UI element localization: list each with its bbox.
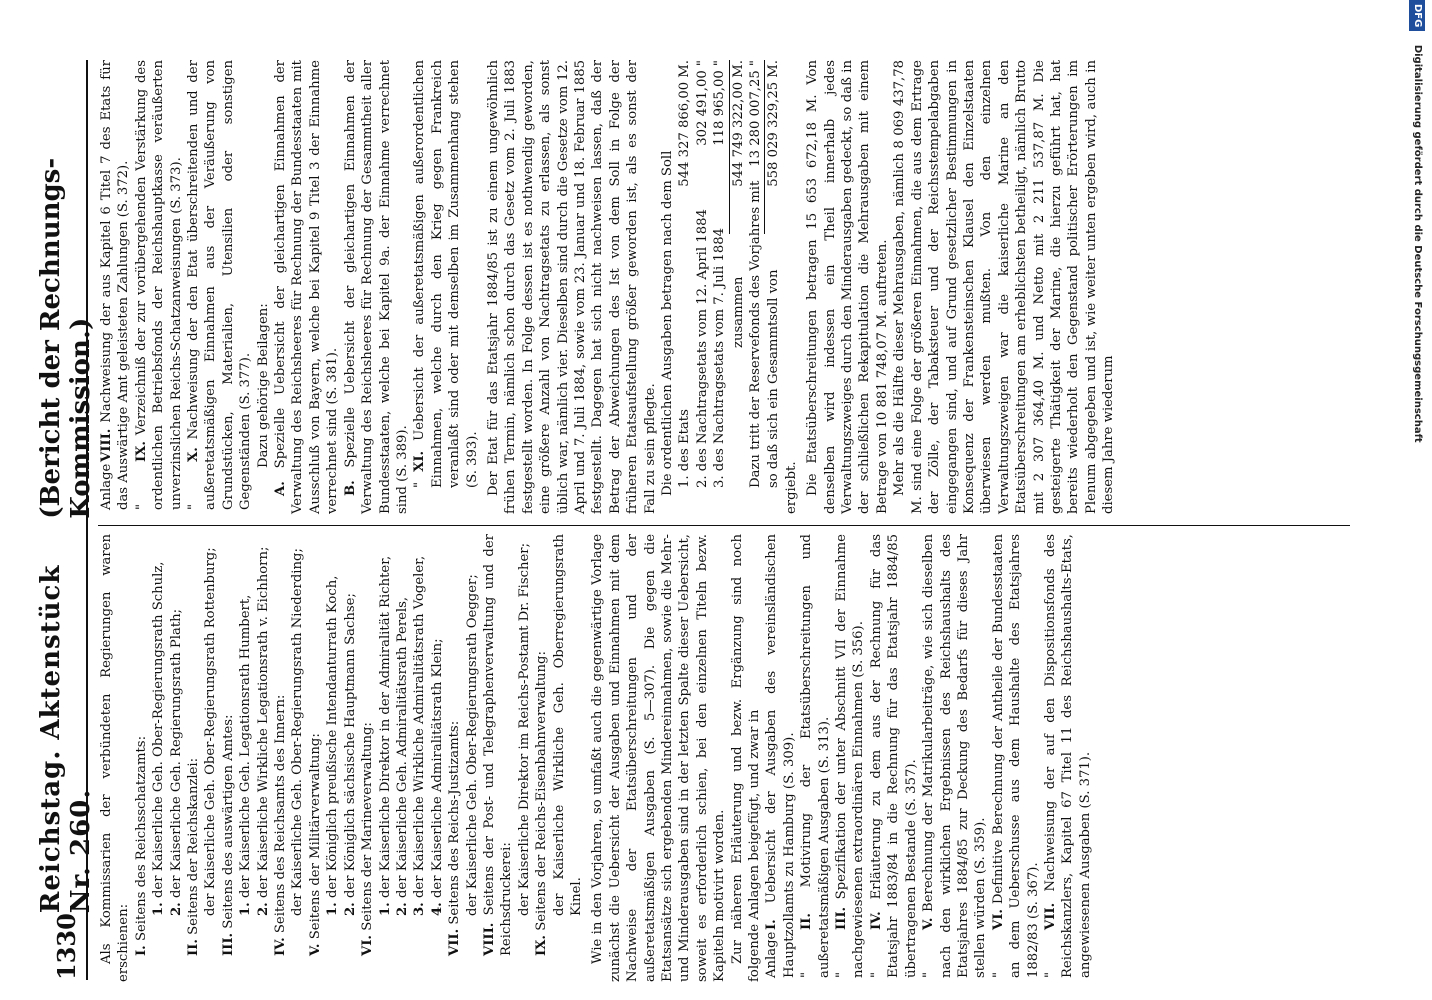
attachment-number: VII.: [1042, 902, 1058, 930]
item-text: Seitens der Reichskanzlei:: [186, 757, 202, 935]
attachment-prefix: ": [990, 971, 1006, 978]
item-number: 1.: [238, 902, 254, 916]
beilage-text: Spezielle Uebersicht der gleichartigen Einnahmen der Verwaltung des Reichsheeres für Rechnung der Gesammtheit aller Bundesstaaten, welche bei Kapitel 9a. der Einnahme verrechnet sind (S. 389).: [342, 59, 410, 514]
item-number: 2.: [394, 902, 410, 916]
item-number: III.: [220, 932, 236, 956]
attachment-number: IV.: [868, 911, 884, 930]
amount-value: 544 327 866,00 M.: [677, 60, 693, 187]
attachment-text: Verzeichniß der zur vorübergehenden Verstärkung des ordentlichen Betriebsfonds der Reichshauptkasse veräußerten unverzinslichen Reichs-Schatzanweisungen (S. 373).: [133, 60, 184, 510]
attachment-text: Definitive Berechnung der Antheile der Bundesstaaten an dem Ueberschusse aus dem Haushalte des Etatsjahres 1882/83 (S. 367).: [990, 534, 1041, 978]
page-number: 1330: [51, 913, 81, 980]
attachment-number: IX.: [133, 441, 149, 462]
attachment-number: I.: [764, 919, 780, 930]
beilage-text: Spezielle Uebersicht der gleichartigen Einnahmen der Verwaltung des Reichsheeres für Rechnung der Bundesstaaten mit Ausschluß von Bayern, welche bei Kapitel 9 Titel 3 der Einnahme verrechnet sind (S. 381).: [273, 60, 341, 514]
item-number: VI.: [360, 935, 376, 956]
amount-label: 3. des Nachtragsetats vom 7. Juli 1884: [712, 228, 728, 488]
commissioner-item: [307, 534, 324, 982]
item-text: der Kaiserliche Wirkliche Geh. Oberregierungsrath Kinel.: [551, 534, 584, 916]
item-text: Seitens der Reichs-Eisenbahnverwaltung:: [534, 651, 550, 931]
amount-value: 118 965,00 ": [712, 60, 728, 146]
attachment-list-continued: [98, 60, 255, 514]
commissioner-item: [150, 534, 167, 982]
commissioners-intro: Als Kommissarien der verbündeten Regierungen waren erschienen:: [99, 534, 132, 982]
item-text: der Kaiserliche Geh. Admiralitätsrath Perels,: [394, 596, 410, 899]
item-text: Seitens der Post- und Telegraphenverwaltung und der Reichsdruckerei:: [481, 534, 515, 956]
paragraph-overruns: Die Etatsüberschreitungen betragen 15 653 672,18 M. Von denselben wird indessen ein Theil innerhalb jedes Verwaltungszweiges durch den Minderausgaben gedeckt, so daß in der schließlichen Rekapitulation die Mehrausgaben mit einem Betrage von 10 881 748,07 M. auftreten.: [805, 60, 890, 514]
attachment-item: [1042, 534, 1094, 982]
attachment-item: [763, 534, 798, 982]
item-number: VII.: [447, 928, 463, 956]
paragraph-expenditure-intro: Die ordentlichen Ausgaben betragen nach dem Soll: [660, 150, 675, 496]
beilage-letter: A.: [273, 481, 289, 496]
reserve-row: Dazu tritt der Reservefonds des Vorjahres mit 13 280 007,25 ": [748, 60, 764, 488]
attachment-text: Nachweisung der aus Kapitel 6 Titel 7 des Etats für das Auswärtige Amt geleisteten Zahlungen (S. 372).: [99, 60, 132, 510]
item-number: I.: [133, 945, 149, 956]
item-number: 1.: [377, 902, 393, 916]
item-number: VIII.: [481, 922, 497, 956]
paragraph-attachments-intro: Zur näheren Erläuterung und bezw. Ergänzung sind noch folgende Anlagen beigefügt, und zwar in: [729, 534, 763, 982]
commissioner-item: [255, 534, 272, 982]
attachment-item: [98, 60, 133, 514]
beilagen-intro: Dazu gehörige Beilagen:: [255, 303, 271, 468]
credit-text: Digitalisierung gefördert durch die Deutsche Forschungsgemeinschaft: [1412, 44, 1423, 443]
item-number: 2.: [342, 902, 358, 916]
amount-row: [711, 60, 728, 514]
item-text: der Kaiserliche Geh. Regierungsrath Plath;: [168, 608, 184, 899]
amount-row: [694, 60, 711, 514]
attachment-item: [920, 534, 990, 982]
attachment-text: Uebersicht der Ausgaben des vereinsländischen Hauptzollamts zu Hamburg (S. 309).: [764, 534, 797, 978]
item-text: Seitens des Reichsamts des Innern:: [273, 694, 289, 934]
attachment-text: Nachweisung der den Etat überschreitenden und der außeretatsmäßigen Einnahmen aus der Veräußerung von Grundstücken, Materialien, Utensilien oder sonstigen Gegenständen (S. 377).: [186, 60, 254, 510]
commissioner-item: [359, 534, 376, 982]
attachment-item: [798, 534, 833, 982]
commissioner-item: [446, 534, 463, 982]
grand-total-row: so daß sich ein Gesammtsoll von 558 029 329,25 M.: [766, 60, 782, 488]
attachment-item: [868, 534, 920, 982]
item-number: 1.: [151, 902, 167, 916]
item-text: der Kaiserliche Admiralitätsrath Klein;: [429, 638, 445, 899]
item-number: 1.: [325, 902, 341, 916]
item-text: der Kaiserliche Direktor in der Admiralität Richter,: [377, 555, 393, 899]
column-divider: [98, 525, 1350, 526]
attachment-number: VIII.: [99, 428, 114, 462]
attachment-list: [763, 534, 1094, 982]
item-number: IX.: [534, 935, 550, 956]
item-text: der Kaiserliche Geh. Ober-Regierungsrath Niederding;: [290, 548, 306, 916]
item-text: der Königlich sächsische Hauptmann Sachse;: [342, 593, 358, 899]
item-number: 4.: [429, 902, 445, 916]
commissioner-item: [289, 534, 306, 982]
commissioner-item: [411, 534, 428, 982]
commissioner-item: [237, 534, 254, 982]
attachment-number: II.: [799, 913, 815, 930]
commissioner-item: [220, 534, 237, 982]
attachment-prefix: ": [1042, 971, 1058, 978]
document-title: Reichstag. Aktenstück Nr. 260.: [36, 564, 96, 914]
item-text: der Kaiserliche Geh. Ober-Regierungsrath Oegger;: [464, 574, 480, 916]
item-number: 2.: [255, 902, 271, 916]
paragraph-overview: Wie in den Vorjahren, so umfaßt auch die gegenwärtige Vorlage zunächst die Uebersicht der Ausgaben und Einnahmen mit dem Nachweise der Etatsüberschreitungen und der außeretatsmäßigen Ausgaben (S. 5—307). Die gegen die Etatsansätze sich ergebenden Mindereinnahmen, sowie die Mehr- und Minderausgaben sind in der letzten Spalte dieser Uebersicht, soweit es erforderlich schien, bei den einzelnen Titeln bezw. Kapiteln motivirt worden.: [590, 534, 728, 982]
amount-label: 1. des Etats: [677, 409, 693, 488]
attachment-prefix: ": [921, 971, 937, 978]
paragraph-additional-expenditure: Mehr als die Hälfte dieser Mehrausgaben, nämlich 8 069 437,78 M. sind eine Folge der größeren Einnahmen, die aus dem Ertrage der Zölle, der Tabaksteuer und der Reichsstempelabgaben eingegangen sind, und auf Grund gesetzlicher Bestimmungen in Konsequenz der Frankensteinschen Klausel den Einzelstaaten überwiesen werden mußten. Von den einzelnen Verwaltungszweigen war die kaiserliche Marine an den Etatsüberschreitungen am erheblichsten betheiligt, nämlich Brutto mit 2 307 364,40 M. und Netto mit 2 211 537,87 M. Die gesteigerte Thätigkeit der Marine, die hierzu geführt hat, hat bereits wiederholt den Gegenstand politischer Erörterungen im Plenum abgegeben und ist, wie weiter unten ergeben wird, auch in diesem Jahre wiederum: [892, 60, 1117, 514]
paragraph-budget-history: Der Etat für das Etatsjahr 1884/85 ist zu einem ungewöhnlich frühen Termin, nämlich schon durch das Gesetz vom 2. Juli 1883 festgestellt worden. In Folge dessen ist es nothwendig geworden, eine größere Anzahl von Nachtragsetats zu erlassen, als sonst üblich war, nämlich vier. Dieselben sind durch die Gesetze vom 12. April und 7. Juli 1884, sowie vom 23. Januar und 18. Februar 1885 festgestellt. Dagegen hat sich nicht nachweisen lassen, daß der Betrag der Abweichungen des Ist von dem Soll in Folge der früheren Etatsaufstellung größer geworden ist, als es sonst der Fall zu sein pflegte.: [485, 60, 658, 514]
item-number: 2.: [168, 902, 184, 916]
commissioner-item: [516, 534, 533, 982]
attachment-number: III.: [834, 906, 850, 930]
dfg-logo-icon: DFG: [1409, 0, 1425, 31]
attachment-prefix: ": [186, 503, 202, 510]
item-number: IV.: [273, 937, 289, 956]
attachment-item: [185, 60, 255, 514]
attachment-item: [833, 534, 868, 982]
section-title: (Bericht der Rechnungs-Kommission.): [36, 157, 96, 519]
commissioner-list: [133, 534, 586, 982]
attachment-item: [990, 534, 1042, 982]
item-text: Seitens der Militärverwaltung:: [307, 733, 323, 940]
item-text: Seitens des Reichsschatzamts:: [133, 735, 149, 942]
commissioner-item: [551, 534, 586, 982]
right-column: [98, 60, 1352, 514]
left-column: [98, 534, 1352, 982]
attachment-number: V.: [921, 917, 937, 930]
commissioner-item: [481, 534, 516, 982]
item-number: V.: [307, 943, 323, 956]
amount-label: 2. des Nachtragsetats vom 12. April 1884: [694, 209, 710, 488]
commissioner-item: [272, 534, 289, 982]
page-header: [36, 60, 96, 980]
commissioner-item: [464, 534, 481, 982]
commissioner-item: [202, 534, 219, 982]
item-text: der Königlich preußische Intendanturrath Koch,: [325, 575, 341, 899]
commissioner-item: [394, 534, 411, 982]
attachment-prefix: ": [799, 971, 815, 978]
item-text: der Kaiserliche Wirkliche Admiralitätsrath Vogeler,: [412, 555, 428, 899]
attachment-number: X.: [186, 447, 202, 462]
rotated-document-page: [36, 50, 1360, 990]
item-text: Seitens des auswärtigen Amtes:: [220, 714, 236, 929]
grand-total-suffix: ergiebt.: [783, 461, 799, 514]
attachment-text: Motivirung der Etatsüberschreitungen und außeretatsmäßigen Ausgaben (S. 313).: [799, 533, 832, 978]
attachment-prefix: Anlage: [764, 931, 780, 978]
amount-row: [676, 60, 693, 514]
item-number: II.: [186, 939, 202, 956]
attachment-prefix: ": [868, 971, 884, 978]
commissioner-item: [377, 534, 394, 982]
commissioner-item: [168, 534, 185, 982]
commissioner-item: [185, 534, 202, 982]
item-text: der Kaiserliche Geh. Ober-Regierungsrath Rottenburg;: [203, 547, 219, 916]
item-text: Seitens des Reichs-Justizamts:: [447, 720, 463, 925]
attachment-number: VI.: [990, 909, 1006, 930]
attachment-prefix: ": [834, 971, 850, 978]
item-text: der Kaiserliche Direktor im Reichs-Postamt Dr. Fischer;: [516, 542, 532, 916]
beilage-item: [272, 60, 342, 514]
amount-list: [676, 60, 728, 514]
commissioner-item: [429, 534, 446, 982]
commissioner-item: [133, 534, 150, 982]
digitization-credit: [1406, 0, 1428, 1000]
attachment-prefix: ": [133, 503, 149, 510]
item-text: der Kaiserliche Wirkliche Legationsrath v. Eichhorn;: [255, 546, 271, 899]
item-text: der Kaiserliche Geh. Legationsrath Humbert,: [238, 594, 254, 899]
attachment-text: Spezifikation der unter Abschnitt VII der Einnahme nachgewiesenen extraordinären Einnahmen (S. 356).: [834, 534, 867, 978]
item-number: 3.: [412, 902, 428, 916]
attachment-xi: " XI. Uebersicht der außeretatsmäßigen außerordentlichen Einnahmen, welche durch den Krieg gegen Frankreich veranlaßt sind oder mit demselben im Zusammenhang stehen (S. 393).: [412, 60, 480, 488]
item-text: Seitens der Marineverwaltung:: [360, 722, 376, 931]
beilage-letter: B.: [342, 480, 358, 496]
commissioner-item: [324, 534, 341, 982]
item-text: der Kaiserliche Geh. Ober-Regierungsrath Schulz,: [151, 561, 167, 899]
attachment-item: [133, 60, 185, 514]
beilagen-list: [272, 60, 411, 514]
beilage-item: [342, 60, 412, 514]
attachment-prefix: Anlage: [99, 463, 114, 510]
amount-value: 302 491,00 ": [694, 60, 710, 146]
attachment-text: Nachweisung der auf den Dispositionsfonds des Reichskanzlers, Kapitel 67 Titel 11 des Reichshaushalts-Etats, angewiesenen Ausgaben (S. 371).: [1042, 534, 1093, 978]
commissioner-item: [533, 534, 550, 982]
amount-total-row: zusammen 544 749 322,00 M.: [730, 60, 746, 348]
commissioner-item: [342, 534, 359, 982]
attachment-text: Erläuterung zu dem aus der Rechnung für das Etatsjahr 1883/84 in die Rechnung für das Etatsjahr 1884/85 übertragenen Bestande (S. 357).: [868, 534, 919, 978]
attachment-text: Berechnung der Matrikularbeiträge, wie sich dieselben nach den wirklichen Ergebnissen des Reichshaushalts des Etatsjahres 1884/85 zur Deckung des Bedarfs für dieses Jahr stellen würden (S. 359).: [921, 534, 989, 978]
